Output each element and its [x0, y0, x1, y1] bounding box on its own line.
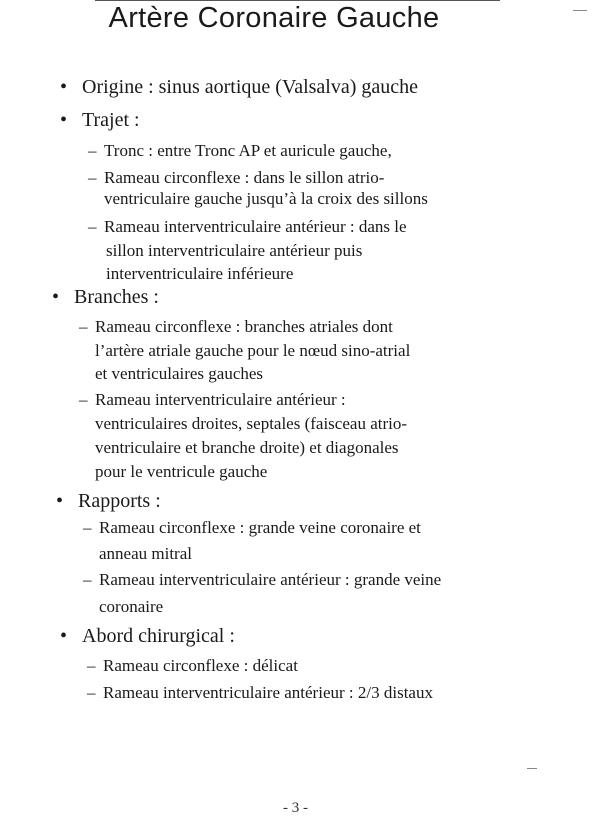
dash-marker: – [87, 656, 96, 675]
dash-marker: – [79, 317, 88, 336]
list-item [88, 168, 384, 188]
list-item-continuation: sillon interventriculaire antérieur puis [106, 241, 363, 260]
section-heading-trajet: • Trajet : [82, 109, 140, 132]
list-item-continuation: ventriculaire et branche droite) et diagonales [95, 438, 399, 457]
dash-marker: – [79, 390, 88, 409]
list-item [87, 656, 298, 676]
list-item-continuation: interventriculaire inférieure [106, 264, 294, 283]
edge-mark [527, 768, 537, 769]
list-item-text: Rameau circonflexe : délicat [103, 656, 298, 675]
list-item [79, 390, 346, 410]
list-item [83, 518, 421, 538]
page-number: - 3 - [283, 800, 308, 816]
list-item-continuation: pour le ventricule gauche [95, 462, 268, 481]
list-item-text: Rameau circonflexe : branches atriales dont [95, 317, 393, 336]
section-heading-origine: • Origine : sinus aortique (Valsalva) gauche [82, 76, 418, 99]
section-heading-abord-chirurgical: • Abord chirurgical : [82, 625, 235, 648]
list-item-continuation: et ventriculaires gauches [95, 364, 264, 383]
dash-marker: – [87, 683, 96, 702]
list-item-text: Rameau interventriculaire antérieur : [95, 390, 346, 409]
page-title: Artère Coronaire Gauche [108, 2, 440, 34]
dash-marker: – [88, 141, 97, 160]
list-item-text: Rameau interventriculaire antérieur : grande veine [99, 570, 442, 589]
list-item [79, 317, 393, 337]
list-item-text: Rameau interventriculaire antérieur : dans le [104, 217, 407, 236]
list-item-text: Rameau interventriculaire antérieur : 2/3 distaux [103, 683, 433, 702]
section-heading-rapports: • Rapports : [78, 490, 161, 513]
list-item-text: Rameau circonflexe : dans le sillon atrio- [104, 168, 385, 187]
edge-mark [573, 10, 587, 11]
list-item [88, 141, 392, 161]
list-item-continuation: coronaire [99, 597, 164, 616]
list-item [88, 217, 407, 237]
list-item [87, 683, 433, 703]
list-item-continuation: l’artère atriale gauche pour le nœud sino-atrial [95, 341, 411, 360]
dash-marker: – [88, 217, 97, 236]
list-item [83, 570, 441, 590]
top-rule [95, 0, 500, 1]
dash-marker: – [83, 518, 92, 537]
section-heading-branches: • Branches : [74, 286, 159, 309]
list-item-continuation: ventriculaire gauche jusqu’à la croix des sillons [104, 189, 428, 208]
dash-marker: – [88, 168, 97, 187]
list-item-text: Tronc : entre Tronc AP et auricule gauche, [104, 141, 392, 160]
list-item-continuation: anneau mitral [99, 544, 192, 563]
list-item-continuation: ventriculaires droites, septales (faisceau atrio- [95, 414, 408, 433]
dash-marker: – [83, 570, 92, 589]
list-item-text: Rameau circonflexe : grande veine coronaire et [99, 518, 421, 537]
